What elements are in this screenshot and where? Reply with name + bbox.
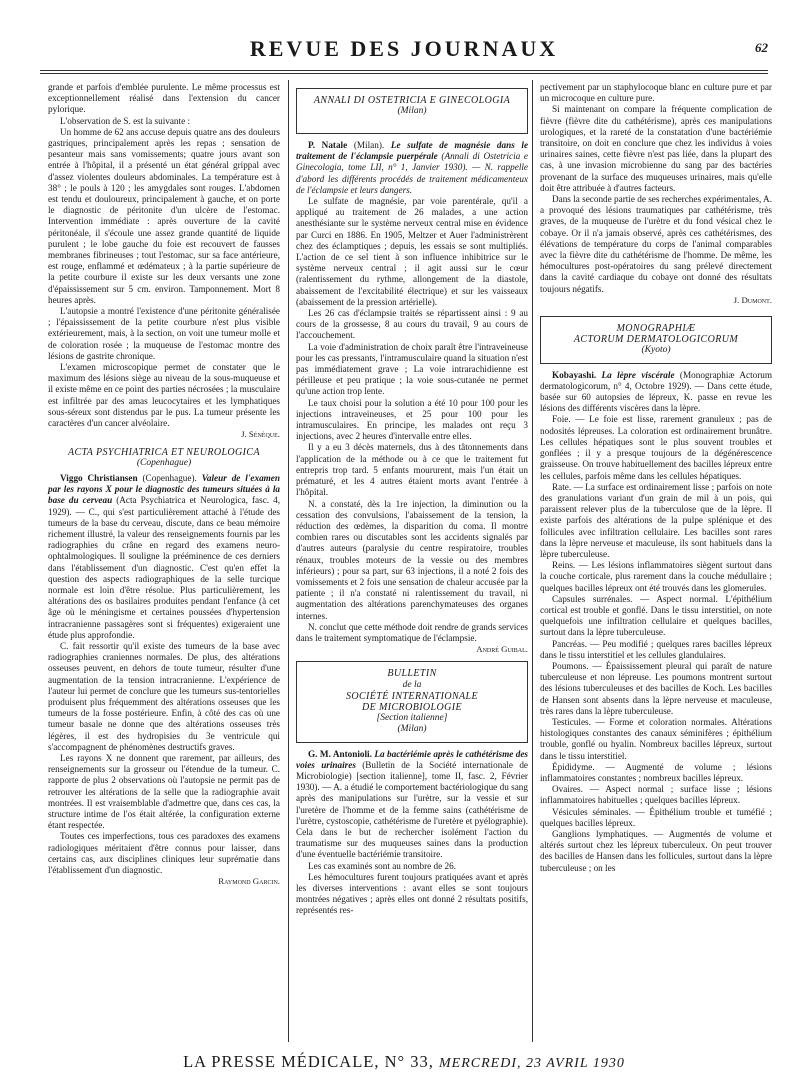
paragraph: Testicules. — Forme et coloration normales. Altérations histologiques constantes des canaux séminifères ; épithélium trouble, gonflé ou hyalin. Nombreux bacilles lépreux, surtout dans le tissu interstitiel. xyxy=(540,716,772,761)
page-header xyxy=(40,30,768,66)
paragraph: Les 26 cas d'éclampsie traités se répartissent ainsi : 9 au cours de la grossesse, 8 au cours du travail, 9 au cours de l'accouchement. xyxy=(296,308,528,341)
signature: J. Sénèque. xyxy=(241,429,280,440)
paragraph: Foie. — Le foie est lisse, rarement granuleux ; pas de nodosités lépreuses. La coloration est ordinairement brunâtre. Les cellules hépatiques sont le plus souvent troubles et gonflées ; il y a presque toujours de la dégénérescence graisseuse. On trouve habituellement des bacilles lépreux entre les cellules, parfois même dans les cellules hépatiques. xyxy=(540,414,772,481)
paragraph: Le sulfate de magnésie, par voie parentérale, qu'il a appliqué au traitement de 26 malades, a une action anesthésiante sur le système nerveux central mise en évidence par Curci en 1886. En 1905, Meltzer et Auer l'administrèrent chez des éclamptiques ; depuis, les essais se sont multipliés. L'action de ce sel tient à son influence inhibitrice sur le système nerveux central ; il agit aussi sur le cœur (ralentissement du rythme, allongement de la diastole, abaissement de l'excitabilité électrique) et sur les vaisseaux (abaissement de la pression artérielle). xyxy=(296,196,528,307)
paragraph: Il y a eu 3 décès maternels, dus à des tâtonnements dans l'application de la méthode ou à ce que le traitement fut entrepris trop tard. 5 enfants moururent, mais l'un était un prématuré, et les 4 autres étaient morts avant l'entrée à l'hôpital. xyxy=(296,442,528,498)
column-1 xyxy=(48,82,280,887)
paragraph: L'observation de S. est la suivante : xyxy=(60,115,190,126)
signature: J. Dumont. xyxy=(733,294,772,305)
paragraph: Rate. — La surface est ordinairement lisse ; parfois on note des granulations variant d'un grain de mil à un pois, qui paraissent relever plus de la tuberculose que de la lèpre. Il existe parfois des altérations de la pulpe splénique et des follicules avec infiltration cellulaire. Les bacilles sont rares dans la lèpre nerveuse et maculeuse, ils sont habituels dans la lèpre tuberculeuse. xyxy=(540,481,772,559)
paragraph: Reins. — Les lésions inflammatoires siègent surtout dans la couche corticale, plus rarement dans la couche médullaire ; quelques bacilles lépreux ont été trouvés dans les glomerules. xyxy=(540,560,772,593)
paragraph: L'examen microscopique permet de constater que le maximum des lésions siège au niveau de la sous-muqueuse et il existe même en ce point des parties nécrosées ; la musculaire est infiltrée par des amas leucocytaires et les lymphatiques sous-séreux sont distendus par le pus. La tumeur présente les caractères d'un cancer alvéolaire. xyxy=(48,362,280,429)
paragraph: Vésicules séminales. — Épithélium trouble et tuméfié ; quelques bacilles lépreux. xyxy=(540,806,772,828)
paragraph: Les hémocultures furent toujours pratiquées avant et après les diverses interventions : avant elles se sont toujours montrées négatives ; après elles ont donné 2 résultats positifs, représentés res- xyxy=(296,871,528,916)
journal-heading: ACTA PSYCHIATRICA ET NEUROLOGICA xyxy=(68,446,260,458)
paragraph: Dans la seconde partie de ses recherches expérimentales, A. a provoqué des lésions traumatiques par cathétérisme, très graves, de la muqueuse de l'urètre et du fond vésical chez le cobaye. Or il n'a jamais observé, après ces cathétérismes, des élévations de température du corps de l'animal comparables avec la fièvre dite du cathétérisme de l'homme. De même, les hémocultures post-opératoires du sang prélevé directement dans la cavité cardiaque du cobaye ont donné des résultats toujours négatifs. xyxy=(540,194,772,294)
bulletin-heading: DE MICROBIOLOGIE xyxy=(362,701,462,713)
paragraph: Pancréas. — Peu modifié ; quelques rares bacilles lépreux dans le tissu interstitiel et les cellules glandulaires. xyxy=(540,638,772,660)
author-place: (Copenhague). xyxy=(142,472,197,483)
paragraph: Poumons. — Épaississement pleural qui paraît de nature tuberculeuse et non lépreuse. Les poumons montrent surtout des lésions tuberculeuses et des bacilles de Koch. Les bacilles de Hansen sont absents dans la lèpre nerveuse et maculeuse, très rares dans la lèpre tuberculeuse. xyxy=(540,660,772,716)
paragraph: Ganglions lymphatiques. — Augmentés de volume et altérés surtout chez les lépreux tuberculeux. On peut trouver des bacilles de Hansen dans les follicules, surtout dans la lèpre tuberculeuse ; on les xyxy=(540,829,772,873)
signature: Raymond Garcin. xyxy=(218,876,280,887)
article-title: Le sulfate de magnésie dans le traitement de l'éclampsie puerpérale xyxy=(296,140,529,162)
paragraph: Ovaires. — Aspect normal ; surface lisse ; lésions inflammatoires habituelles ; quelques bacilles lépreux. xyxy=(540,784,772,806)
journal-heading: ANNALI DI OSTETRICIA E GINECOLOGIA xyxy=(313,95,511,106)
article-title: La bactériémie après le cathétérisme des voies urinaires xyxy=(296,748,529,770)
bulletin-heading: SOCIÉTÉ INTERNATIONALE xyxy=(345,690,479,702)
column-divider xyxy=(288,80,289,1042)
header-rule-double xyxy=(40,73,768,74)
column-3 xyxy=(540,82,772,874)
article-body: (Annali di Ostetricia e Ginecologia, tome LII, n° 1, Janvier 1930). — N. rappelle d'abord les différents procédés de traitement médicamenteux de l'éclampsie et leurs dangers. xyxy=(296,151,528,195)
footer-date: MERCREDI, 23 AVRIL 1930 xyxy=(439,1056,625,1071)
paragraph: L'autopsie a montré l'existence d'une péritonite généralisée ; l'épaississement de la petite courbure n'est plus visible extérieurement, mais, à la section, on voit une tumeur molle et de coloration rosée ; la muqueuse de l'estomac montre des lésions de gastrite chronique. xyxy=(48,306,280,361)
paragraph: Les rayons X ne donnent que rarement, par ailleurs, des renseignements sur la grosseur ou l'étendue de la tumeur. C. rapporte de plus 2 observations où l'autopsie ne permit pas de retrouver les altérations de la selle que la radiographie avait montrées. Il est vraisemblable d'admettre que, dans ces cas, la structure intime de l'os était altérée, la configuration externe étant respectée. xyxy=(48,752,280,831)
bulletin-heading: [Section italienne] xyxy=(376,713,448,724)
header-rule xyxy=(40,70,768,71)
signature: André Guibal. xyxy=(476,644,528,655)
paragraph: pectivement par un staphylocoque blanc en culture pure et par un microcoque en culture pure. xyxy=(540,82,772,104)
bulletin-heading: de la xyxy=(402,679,422,690)
column-divider xyxy=(532,80,533,1042)
journal-city: (Milan) xyxy=(397,106,427,117)
article-body: (Acta Psychiatrica et Neurologica, fasc. 4, 1929). — C., qui s'est particulièrement attaché à l'étude des tumeurs de la base du cerveau, discute, dans ce beau mémoire richement illustré, la valeur des renseignements fournis par les radiographies du crâne en regard des examens neuro-ophtalmologiques. Il souligne la prééminence de ces derniers dans l'établissement d'un diagnostic. C'est qu'en effet la question des aspects radiographiques de la selle turcique normale est loin d'être résolue. Plus particulièrement, les altérations des os basilaires produites pendant l'enfance (à cet âge où le méningisme et certaines poussées d'hypertension intracranienne passagères sont si fréquentes) exigeraient une étude plus approfondie. xyxy=(48,495,280,640)
journal-city: (Kyoto) xyxy=(641,345,671,356)
paragraph: La voie d'administration de choix paraît être l'intraveineuse pour les cas pressants, l'intramusculaire quand la situation n'est pas immédiatement grave ; La voie intrarachidienne est périlleuse et peu pratique ; la voie sous-cutanée ne permet qu'une action trop lente. xyxy=(296,341,528,397)
paragraph: N. conclut que cette méthode doit rendre de grands services dans le traitement symptomatique de l'éclampsie. xyxy=(296,621,528,643)
journal-section-title: REVUE DES JOURNAUX xyxy=(249,36,559,61)
page-footer xyxy=(40,1052,768,1072)
paragraph: Capsules surrénales. — Aspect normal. L'épithélium cortical est trouble et gonflé. Dans le tissu interstitiel, on note quelquefois une infiltration cellulaire et quelques bacilles, surtout dans la lèpre tuberculeuse. xyxy=(540,593,772,638)
journal-heading: MONOGRAPHIÆ xyxy=(616,323,696,335)
paragraph: grande et parfois d'emblée purulente. Le même processus est exceptionnellement réalisé dans l'extension du cancer pylorique. xyxy=(48,82,280,115)
bulletin-heading: BULLETIN xyxy=(387,668,437,680)
section-box xyxy=(296,88,528,134)
author: G. M. Antonioli. xyxy=(308,748,372,759)
paragraph: Si maintenant on compare la fréquente complication de fièvre (fièvre dite du cathétérisme), après ces manipulations urologiques, et la rareté de la constatation d'une bactériémie transitoire, on doit en conclure que chez les individus à voies urinaires saines, cette fièvre n'est pas liée, dans la plupart des cas, à une invasion microbienne du sang par des bactéries provenant de la surface des muqueuses urinaires, mais qu'elle doit être attribuée à d'autres facteurs. xyxy=(540,104,772,193)
article-title: La lèpre viscérale xyxy=(601,369,675,380)
author-place: (Milan). xyxy=(353,140,385,150)
abstract-christiansen xyxy=(48,473,280,641)
journal-heading: ACTORUM DERMATOLOGICORUM xyxy=(573,334,739,346)
section-box xyxy=(540,316,772,364)
paragraph: Épididyme. — Augmenté de volume ; lésions inflammatoires constantes ; nombreux bacilles lépreux. xyxy=(540,761,772,783)
article-body: (Bulletin de la Société internationale de Microbiologie) [section italienne], tome II, fasc. 2, Février 1930). — A. a étudié le comportement bactériologique du sang après des manipulations sur l'urètre, sur la vessie et sur l'uretère de l'homme et de la femme sains (cathétérisme de l'urètre, cystoscopie, cathétérisme de l'uretère et pyélographie). Cela dans le but de rechercher isolément l'action du traumatisme sur des muqueuses saines dans la production d'une éventuelle bactériémie transitoire. xyxy=(296,759,528,860)
abstract-kobayashi xyxy=(540,370,772,415)
paragraph: N. a constaté, dès la 1re injection, la diminution ou la cessation des convulsions, l'abaissement de la tension, la réduction des œdèmes, la disparition du coma. Il montre combien rares ou discutables sont les accidents signalés par d'autres auteurs (paralysie du centre respiratoire, troubles rénaux, troubles moteurs de la vessie ou des membres inférieurs) ; pour sa part, sur 63 injections, il a noté 2 fois des vomissements et 2 fois une sensation de chaleur accusée par la patiente ; il n'a constaté ni ralentissement du travail, ni augmentation des altérations parenchymateuses des organes internes. xyxy=(296,498,528,621)
bulletin-box xyxy=(296,661,528,742)
article-body: (Monographiæ Actorum dermatologicorum, n° 4, Octobre 1929). — Dans cette étude, basée sur 60 autopsies de lépreux, K. passe en revue les lésions des différents viscères dans la lèpre. xyxy=(540,369,773,414)
footer-journal: LA PRESSE MÉDICALE, N° 33, xyxy=(183,1052,434,1071)
paragraph: Les cas examinés sont au nombre de 26. xyxy=(308,860,456,871)
paragraph: Un homme de 62 ans accuse depuis quatre ans des douleurs gastriques, principalement après les repas ; sensation de pesanteur mais sans vomissements; quatre jours avant son entrée à l'hôpital, il a présenté un état général grippal avec d'assez violentes douleurs abdominales. La température est à 38° ; le pouls à 120 ; les amygdales sont rouges. L'abdomen est tendu et douloureux, principalement à gauche, et on porte le diagnostic de péritonite d'un ulcère de l'estomac. Intervention immédiate : après ouverture de la cavité péritonéale, il s'écoule une assez grande quantité de liquide purulent ; le lobe gauche du foie est recouvert de fausses membranes fibrineuses ; tout l'estomac, sur sa face antérieure, est rouge, enflammé et œdémateux ; à la partie supérieure de la petite courbure il existe sur les deux versants une zone d'épaississement sur 5 cm. environ. Tamponnement. Mort 8 heures après. xyxy=(48,126,280,305)
abstract-natale xyxy=(296,140,528,196)
bulletin-heading: (Milan) xyxy=(397,724,427,735)
author: P. Natale xyxy=(308,140,348,150)
paragraph: C. fait ressortir qu'il existe des tumeurs de la base avec radiographies craniennes normales. De plus, des altérations osseuses peuvent, en dehors de toute tumeur, résulter d'une augmentation de la tension intracranienne. L'expérience de l'auteur lui permet de conclure que les tumeurs sus-tentorielles produisent plus fréquemment des altérations osseuses que les tumeurs de la fosse postérieure. Enfin, à côté des cas où une tumeur basale ne donne que des altérations osseuses très légères, il est des hydropisies du 3e ventricule qui s'accompagnent de phénomènes destructifs graves. xyxy=(48,640,280,752)
article-title: Valeur de l'examen par les rayons X pour le diagnostic des tumeurs situées à la base du cerveau xyxy=(48,472,280,506)
page-number: 62 xyxy=(755,40,768,55)
author: Viggo Christiansen xyxy=(60,472,138,483)
author: Kobayashi. xyxy=(552,369,597,380)
journal-city: (Copenhague) xyxy=(136,457,192,468)
paragraph: Le taux choisi pour la solution a été 10 pour 100 pour les injections intraveineuses, et 25 pour 100 pour les intramusculaires. En principe, les malades ont reçu 3 injections, avec 2 heures d'intervalle entre elles. xyxy=(296,397,528,442)
abstract-antonioli xyxy=(296,749,528,861)
column-2 xyxy=(296,82,528,917)
paragraph: Toutes ces imperfections, tous ces paradoxes des examens radiologiques méritaient d'être connus pour laisser, dans certains cas, aux disciplines cliniques leur suprématie dans l'établissement d'un diagnostic. xyxy=(48,831,280,876)
